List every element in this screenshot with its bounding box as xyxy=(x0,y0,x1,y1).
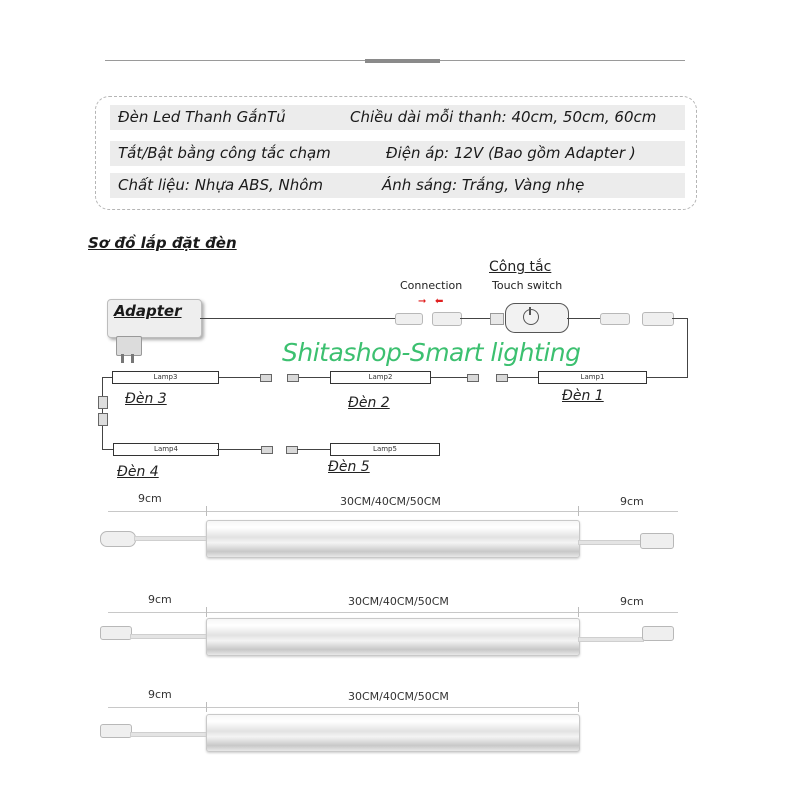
connection-label: Connection xyxy=(400,279,463,292)
bar2-left-connector xyxy=(100,626,132,640)
bar3-tick-right xyxy=(578,702,579,712)
bar2-dimline-right xyxy=(578,612,678,613)
wire-out-right xyxy=(672,318,688,319)
power-icon xyxy=(523,309,539,325)
wire-lamp3-right xyxy=(218,377,260,378)
lamp1: Lamp1 xyxy=(538,371,647,384)
power-icon-bar xyxy=(529,307,531,315)
led-bar-3 xyxy=(206,714,580,752)
bar1-left-lead-length: 9cm xyxy=(138,492,162,505)
connector-out-male xyxy=(600,313,630,325)
bar2-length: 30CM/40CM/50CM xyxy=(348,595,449,608)
bar3-tick-left xyxy=(206,702,207,712)
plug-prong-left xyxy=(121,354,124,363)
switch-subtitle: Touch switch xyxy=(492,279,563,292)
arrow-left-icon: ⬅ xyxy=(435,296,444,307)
joint-plug-top xyxy=(98,396,108,409)
wire-lamp5-left xyxy=(297,449,330,450)
wire-lamp3-left xyxy=(102,377,112,378)
bar2-right-cable xyxy=(578,637,644,642)
bar2-left-lead-length: 9cm xyxy=(148,593,172,606)
connector-male xyxy=(395,313,423,325)
wire-lamp2-right xyxy=(429,377,467,378)
bar3-left-lead-length: 9cm xyxy=(148,688,172,701)
lamp5: Lamp5 xyxy=(330,443,440,456)
lamp4: Lamp4 xyxy=(113,443,219,456)
lamp4-label: Đèn 4 xyxy=(117,464,159,480)
bar3-length: 30CM/40CM/50CM xyxy=(348,690,449,703)
lamp2-label: Đèn 2 xyxy=(348,395,390,411)
wire-lamp1-left xyxy=(505,377,538,378)
switch-left-plug xyxy=(490,313,504,325)
bar3-left-cable xyxy=(130,732,208,737)
wire-lamp2-left xyxy=(296,377,330,378)
led-bar-1 xyxy=(206,520,580,558)
bar3-dimline-center xyxy=(206,707,578,708)
lamp2-plug-left xyxy=(287,374,299,382)
bar2-right-lead-length: 9cm xyxy=(620,595,644,608)
adapter-plug xyxy=(116,336,142,356)
bar1-length: 30CM/40CM/50CM xyxy=(340,495,441,508)
lamp3-label: Đèn 3 xyxy=(125,391,167,407)
led-bar-2 xyxy=(206,618,580,656)
lamp3: Lamp3 xyxy=(112,371,219,384)
spec-voltage: Điện áp: 12V (Bao gồm Adapter ) xyxy=(386,144,636,162)
wire-down-right xyxy=(687,318,688,378)
lamp3-plug-right xyxy=(260,374,272,382)
spec-light: Ánh sáng: Trắng, Vàng nhẹ xyxy=(382,176,585,194)
spec-switch: Tắt/Bật bằng công tắc chạm xyxy=(118,144,331,162)
connector-out-female xyxy=(642,312,674,326)
lamp2: Lamp2 xyxy=(330,371,431,384)
bar1-tick-right xyxy=(578,506,579,516)
spec-product-name: Đèn Led Thanh GắnTủ xyxy=(118,108,286,126)
bar2-dimline-center xyxy=(206,612,578,613)
spec-length: Chiều dài mỗi thanh: 40cm, 50cm, 60cm xyxy=(350,108,657,126)
top-divider-accent xyxy=(365,59,440,63)
bar2-tick-right xyxy=(578,607,579,617)
bar1-left-cable xyxy=(134,536,208,541)
wire-to-lamp4 xyxy=(102,449,113,450)
bar1-left-connector xyxy=(100,531,136,547)
wire-to-lamp1 xyxy=(647,377,688,378)
bar1-right-cable xyxy=(578,540,642,545)
bar1-dimline-left xyxy=(108,511,206,512)
arrow-right-icon: ➞ xyxy=(418,296,427,307)
bar1-dimline-right xyxy=(578,511,678,512)
bar2-right-connector xyxy=(642,626,674,641)
wire-connection-switch xyxy=(460,318,490,319)
spec-material: Chất liệu: Nhựa ABS, Nhôm xyxy=(118,176,324,194)
bar1-tick-left xyxy=(206,506,207,516)
bar2-left-cable xyxy=(130,634,208,639)
bar1-right-lead-length: 9cm xyxy=(620,495,644,508)
brand-watermark: Shitashop-Smart lighting xyxy=(282,338,581,367)
wire-adapter-connection xyxy=(200,318,395,319)
lamp5-plug xyxy=(286,446,298,454)
adapter-label: Adapter xyxy=(114,302,182,320)
bar3-left-connector xyxy=(100,724,132,738)
bar1-right-connector xyxy=(640,533,674,549)
diagram-title: Sơ đồ lắp đặt đèn xyxy=(88,234,237,252)
connector-female xyxy=(432,312,462,326)
lamp5-label: Đèn 5 xyxy=(328,459,370,475)
plug-prong-right xyxy=(131,354,134,363)
wire-lamp4-right xyxy=(217,449,261,450)
lamp4-plug xyxy=(261,446,273,454)
joint-plug-bottom xyxy=(98,413,108,426)
lamp2-plug-right xyxy=(467,374,479,382)
bar1-dimline-center xyxy=(206,511,578,512)
bar2-dimline-left xyxy=(108,612,206,613)
bar3-dimline-left xyxy=(108,707,206,708)
lamp1-plug xyxy=(496,374,508,382)
bar2-tick-left xyxy=(206,607,207,617)
lamp1-label: Đèn 1 xyxy=(562,388,604,404)
switch-title: Công tắc xyxy=(489,259,552,275)
